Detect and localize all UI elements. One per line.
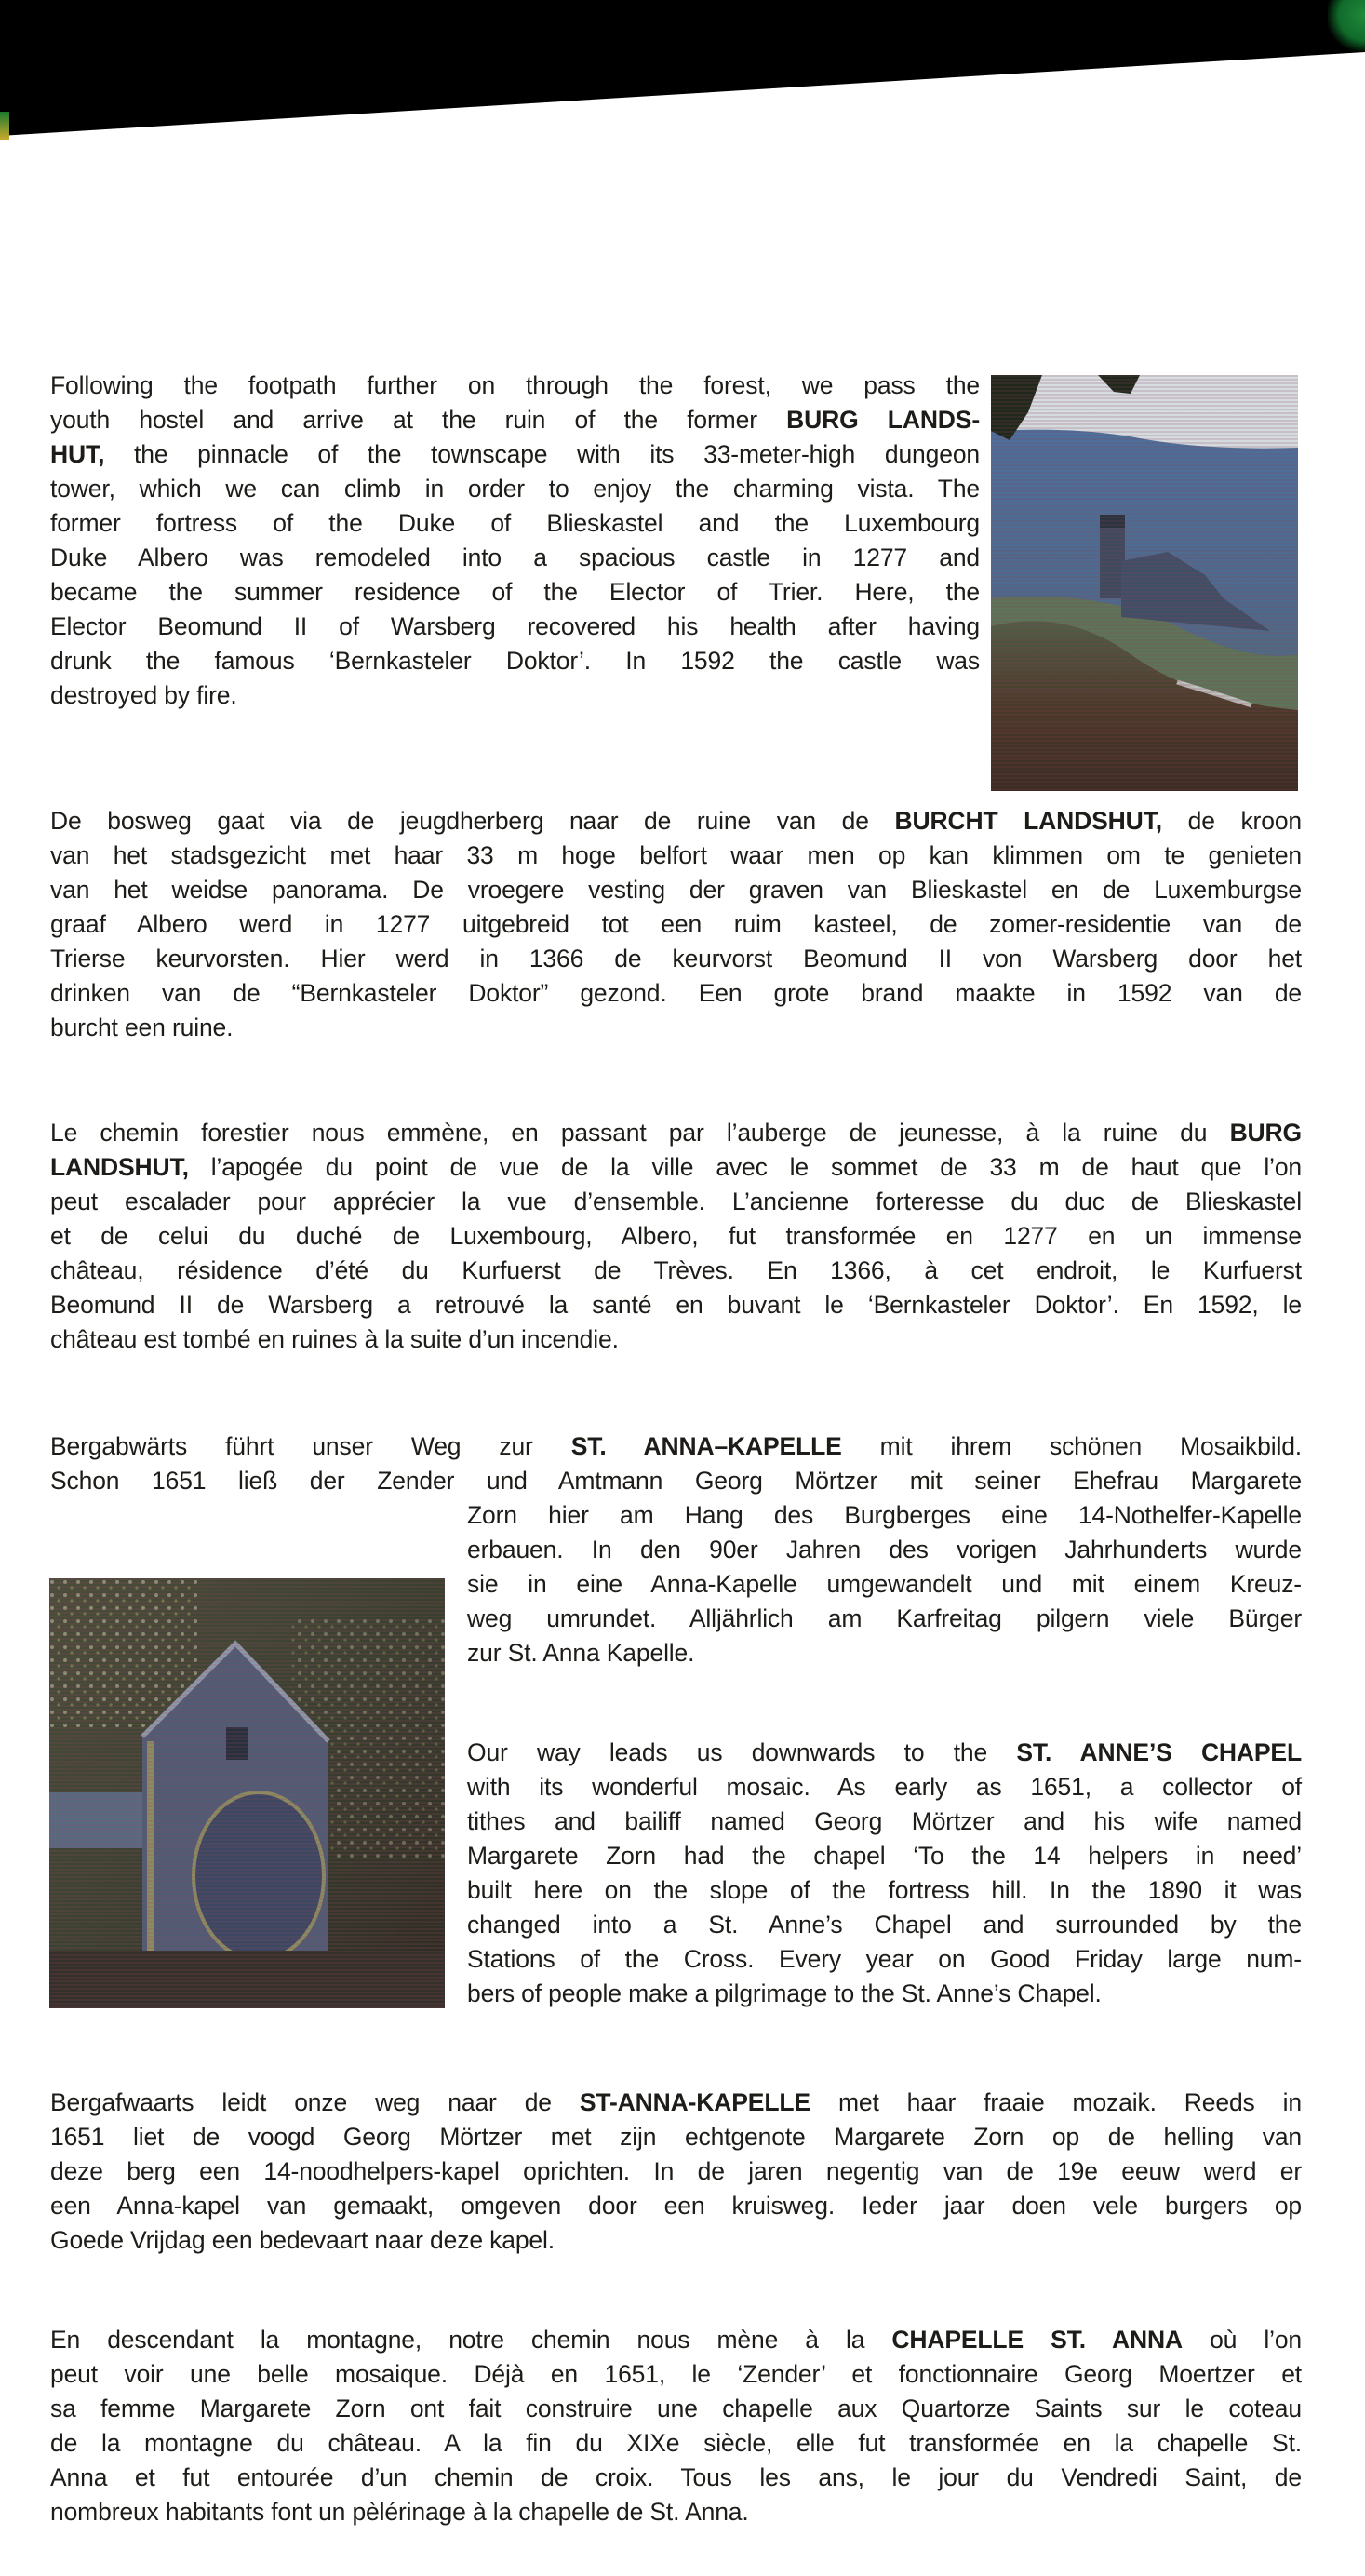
scan-top-shadow xyxy=(0,0,1365,140)
text-line xyxy=(50,942,1302,976)
text-line xyxy=(50,1464,1302,1498)
text-span: graaf Albero werd in 1277 uitgebreid tot een ruim kasteel, de zomer-residentie van de xyxy=(50,910,1302,938)
text-line xyxy=(467,1636,1302,1670)
text-line xyxy=(50,2495,1302,2529)
text-span: En descendant la montagne, notre chemin nous mène à la xyxy=(50,2326,892,2354)
text-line xyxy=(50,2223,1302,2258)
text-line xyxy=(50,2120,1302,2154)
text-span: burcht een ruine. xyxy=(50,1013,234,1041)
text-line xyxy=(50,1116,1302,1150)
scan-edge-green-left xyxy=(0,112,9,140)
scan-edge-green-corner xyxy=(1328,0,1365,51)
chapel-nl-paragraph xyxy=(50,2086,1302,2258)
text-span: destroyed by fire. xyxy=(50,681,237,709)
text-span: Anna et fut entourée d’un chemin de croix. Tous les ans, le jour du Vendredi Saint, de xyxy=(50,2463,1302,2491)
text-line xyxy=(50,678,980,713)
chapel-photo xyxy=(49,1578,445,2008)
text-span: Trierse keurvorsten. Hier werd in 1366 de keurvorst Beomund II von Warsberg door het xyxy=(50,945,1302,973)
text-span: De bosweg gaat via de jeugdherberg naar de ruine van de xyxy=(50,807,895,835)
text-span: 1651 liet de voogd Georg Mörtzer met zijn echtgenote Margarete Zorn op de helling van xyxy=(50,2123,1302,2151)
bold-place-name: LANDSHUT, xyxy=(50,1153,189,1181)
text-line xyxy=(50,403,980,437)
chapel-de-paragraph-intro xyxy=(50,1429,1302,1498)
text-line xyxy=(50,1254,1302,1288)
text-span: Beomund II de Warsberg a retrouvé la santé en buvant le ‘Bernkasteler Doktor’. En 1592, le xyxy=(50,1291,1302,1319)
text-line xyxy=(50,472,980,506)
text-span: tithes and bailiff named Georg Mörtzer and his wife named xyxy=(467,1807,1302,1835)
text-span: erbauen. In den 90er Jahren des vorigen Jahrhunderts wurde xyxy=(467,1536,1302,1563)
text-span: zur St. Anna Kapelle. xyxy=(467,1639,695,1667)
text-span: Bergabwärts führt unser Weg zur xyxy=(50,1432,571,1460)
text-span: nombreux habitants font un pèlérinage à la chapelle de St. Anna. xyxy=(50,2498,749,2526)
bold-place-name: HUT, xyxy=(50,440,105,468)
text-span: Bergafwaarts leidt onze weg naar de xyxy=(50,2088,580,2116)
text-line xyxy=(50,2392,1302,2426)
text-span: tower, which we can climb in order to enjoy the charming vista. The xyxy=(50,475,980,503)
text-line xyxy=(50,976,1302,1011)
text-span: the pinnacle of the townscape with its 33-meter-high dungeon xyxy=(104,440,980,468)
text-line xyxy=(50,2426,1302,2461)
text-line xyxy=(50,1288,1302,1322)
text-span: Elector Beomund II of Warsberg recovered his health after having xyxy=(50,612,980,640)
chapel-image xyxy=(49,1578,445,2008)
text-line xyxy=(467,1839,1302,1873)
text-line xyxy=(50,369,980,403)
text-line xyxy=(50,2154,1302,2189)
text-line xyxy=(50,1429,1302,1464)
bold-place-name: BURCHT LANDSHUT, xyxy=(894,807,1162,835)
text-line xyxy=(50,873,1302,907)
chapel-en-paragraph xyxy=(467,1736,1302,2011)
castle-ruin-image xyxy=(991,375,1298,791)
text-line xyxy=(50,2461,1302,2495)
text-span: sie in eine Anna-Kapelle umgewandelt und mit einem Kreuz- xyxy=(467,1570,1302,1598)
text-line xyxy=(50,575,980,610)
text-span: Zorn hier am Hang des Burgberges eine 14-Nothelfer-Kapelle xyxy=(467,1501,1302,1529)
text-line xyxy=(50,437,980,472)
text-line xyxy=(467,1942,1302,1977)
text-span: l’apogée du point de vue de la ville avec le sommet de 33 m de haut que l’on xyxy=(188,1153,1302,1181)
text-span: mit ihrem schönen Mosaikbild. xyxy=(841,1432,1302,1460)
text-span: Our way leads us downwards to the xyxy=(467,1738,1017,1766)
text-span: sa femme Margarete Zorn ont fait construire une chapelle aux Quartorze Saints sur le coteau xyxy=(50,2395,1302,2422)
text-span: peut escalader pour apprécier la vue d’ensemble. L’ancienne forteresse du duc de Blieskastel xyxy=(50,1187,1302,1215)
bold-place-name: BURG xyxy=(1229,1119,1302,1147)
text-span: Margarete Zorn had the chapel ‘To the 14 helpers in need’ xyxy=(467,1842,1302,1870)
text-line xyxy=(50,839,1302,873)
chapel-de-paragraph-continued xyxy=(467,1498,1302,1670)
castle-en-paragraph xyxy=(50,369,980,713)
text-span: drinken van de “Bernkasteler Doktor” gezond. Een grote brand maakte in 1592 van de xyxy=(50,979,1302,1007)
bold-place-name: CHAPELLE ST. ANNA xyxy=(891,2326,1183,2354)
text-span: Duke Albero was remodeled into a spacious castle in 1277 and xyxy=(50,543,980,571)
text-span: château est tombé en ruines à la suite d’un incendie. xyxy=(50,1325,619,1353)
text-span: deze berg een 14-noodhelpers-kapel oprichten. In de jaren negentig van de 19e eeuw werd er xyxy=(50,2157,1302,2185)
text-span: de kroon xyxy=(1161,807,1302,835)
text-line xyxy=(50,907,1302,942)
text-line xyxy=(50,1011,1302,1045)
text-line xyxy=(50,1185,1302,1219)
text-line xyxy=(467,1908,1302,1942)
bold-place-name: ST-ANNA-KAPELLE xyxy=(579,2088,810,2116)
text-span: Following the footpath further on through the forest, we pass the xyxy=(50,371,980,399)
text-span: changed into a St. Anne’s Chapel and surrounded by the xyxy=(467,1911,1302,1939)
text-line xyxy=(467,1602,1302,1636)
castle-nl-paragraph xyxy=(50,804,1302,1045)
text-line xyxy=(467,1873,1302,1908)
text-span: Schon 1651 ließ der Zender und Amtmann Georg Mörtzer mit seiner Ehefrau Margarete xyxy=(50,1467,1302,1495)
text-span: peut voir une belle mosaique. Déjà en 1651, le ‘Zender’ et fonctionnaire Georg Moertzer et xyxy=(50,2360,1302,2388)
text-line xyxy=(50,804,1302,839)
bold-place-name: ST. ANNE’S CHAPEL xyxy=(1016,1738,1302,1766)
text-span: Stations of the Cross. Every year on Good Friday large num- xyxy=(467,1945,1302,1973)
text-line xyxy=(467,1533,1302,1567)
text-span: Goede Vrijdag een bedevaart naar deze kapel. xyxy=(50,2226,555,2254)
text-span: with its wonderful mosaic. As early as 1651, a collector of xyxy=(467,1773,1302,1801)
text-span: bers of people make a pilgrimage to the St. Anne’s Chapel. xyxy=(467,1979,1102,2007)
text-line xyxy=(50,506,980,541)
text-span: built here on the slope of the fortress hill. In the 1890 it was xyxy=(467,1876,1302,1904)
castle-fr-paragraph xyxy=(50,1116,1302,1357)
text-line xyxy=(50,541,980,575)
text-line xyxy=(50,2189,1302,2223)
text-span: château, résidence d’été du Kurfuerst de Trèves. En 1366, à cet endroit, le Kurfuerst xyxy=(50,1256,1302,1284)
text-span: où l’on xyxy=(1182,2326,1302,2354)
text-line xyxy=(50,2323,1302,2357)
text-span: youth hostel and arrive at the ruin of the former xyxy=(50,406,787,434)
text-span: Le chemin forestier nous emmène, en passant par l’auberge de jeunesse, à la ruine du xyxy=(50,1119,1230,1147)
text-line xyxy=(467,1567,1302,1602)
text-span: drunk the famous ‘Bernkasteler Doktor’. In 1592 the castle was xyxy=(50,647,980,675)
bold-place-name: ST. ANNA–KAPELLE xyxy=(570,1432,842,1460)
text-span: became the summer residence of the Elector of Trier. Here, the xyxy=(50,578,980,606)
text-span: met haar fraaie mozaik. Reeds in xyxy=(810,2088,1302,2116)
text-span: weg umrundet. Alljährlich am Karfreitag pilgern viele Bürger xyxy=(467,1604,1302,1632)
text-line xyxy=(50,644,980,678)
text-line xyxy=(50,2357,1302,2392)
text-span: former fortress of the Duke of Blieskastel and the Luxembourg xyxy=(50,509,980,537)
text-span: een Anna-kapel van gemaakt, omgeven door een kruisweg. Ieder jaar doen vele burgers op xyxy=(50,2192,1302,2220)
castle-ruin-photo xyxy=(991,375,1298,791)
text-line xyxy=(50,2086,1302,2120)
text-line xyxy=(467,1498,1302,1533)
text-line xyxy=(50,1150,1302,1185)
bold-place-name: BURG LANDS- xyxy=(786,406,980,434)
chapel-fr-paragraph xyxy=(50,2323,1302,2529)
text-line xyxy=(467,1977,1302,2011)
text-line xyxy=(50,1219,1302,1254)
text-line xyxy=(467,1805,1302,1839)
text-span: van het stadsgezicht met haar 33 m hoge belfort waar men op kan klimmen om te genieten xyxy=(50,841,1302,869)
text-line xyxy=(50,1322,1302,1357)
text-line xyxy=(467,1770,1302,1805)
text-line xyxy=(467,1736,1302,1770)
text-line xyxy=(50,610,980,644)
text-span: van het weidse panorama. De vroegere vesting der graven van Blieskastel en de Luxemburgse xyxy=(50,876,1302,904)
text-span: de la montagne du château. A la fin du XIXe siècle, elle fut transformée en la chapelle St. xyxy=(50,2429,1302,2457)
text-span: et de celui du duché de Luxembourg, Albero, fut transformée en 1277 en un immense xyxy=(50,1222,1302,1250)
